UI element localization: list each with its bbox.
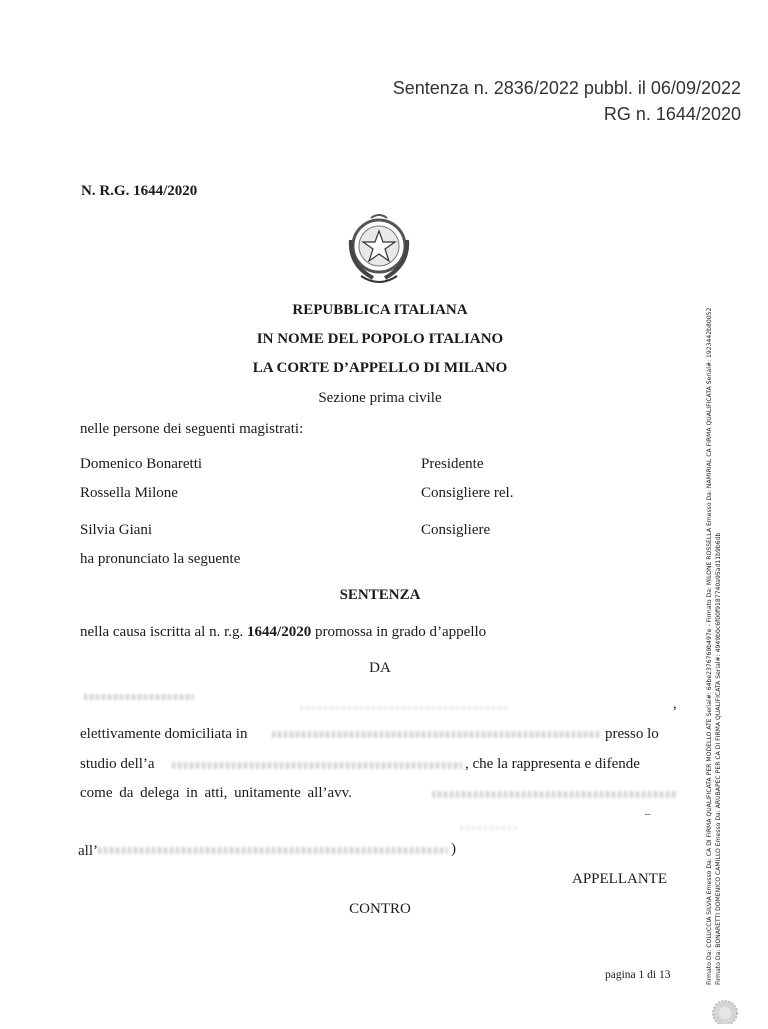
allavv-text: all’	[78, 843, 98, 859]
delega-text: come da delega in atti, unitamente all’avv.	[80, 785, 352, 801]
studio-text-end: , che la rappresenta e difende	[465, 756, 640, 772]
case-suffix: promossa in grado d’appello	[311, 624, 487, 640]
magistrate-name: Rossella Milone	[80, 485, 178, 501]
magistrate-name: Silvia Giani	[80, 522, 153, 538]
section-title: Sezione prima civile	[318, 390, 442, 406]
magistrate-role: Consigliere rel.	[421, 485, 514, 501]
magistrate-name: Domenico Bonaretti	[80, 456, 203, 472]
redacted-text	[98, 847, 448, 854]
domicile-text-end: presso lo	[605, 726, 659, 742]
redacted-text	[432, 791, 678, 798]
magistrates-intro: nelle persone dei seguenti magistrati:	[80, 421, 304, 437]
case-prefix: nella causa iscritta al n. r.g.	[80, 624, 248, 640]
studio-text: studio dell’a	[80, 756, 155, 772]
people-title: IN NOME DEL POPOLO ITALIANO	[256, 331, 504, 347]
redacted-text	[460, 826, 520, 830]
magistrate-role: Consigliere	[421, 522, 491, 538]
case-number: 1644/2020	[247, 624, 312, 640]
dash: –	[645, 808, 651, 820]
court-title: LA CORTE D’APPELLO DI MILANO	[252, 360, 508, 376]
contro-label: CONTRO	[349, 901, 411, 917]
redacted-text	[300, 706, 510, 710]
domicile-text: elettivamente domiciliata in	[80, 726, 248, 742]
sentenza-header: Sentenza n. 2836/2022 pubbl. il 06/09/2022	[392, 78, 741, 98]
sentenza-title: SENTENZA	[339, 587, 421, 603]
redacted-text	[272, 731, 602, 738]
redacted-text	[172, 762, 462, 769]
da-label: DA	[369, 660, 391, 676]
case-number-label: N. R.G. 1644/2020	[81, 183, 198, 199]
comma: ,	[673, 696, 677, 712]
republic-title: REPUBBLICA ITALIANA	[292, 302, 468, 318]
pronounced-line: ha pronunciato la seguente	[80, 551, 241, 567]
signature-line: Firmato Da: COLUCCIA SILVIA Emesso Da: CA DI FIRMA QUALIFICATA PER MODELLO ATE Serial#: 64be2376769b497e - Firmato Da: MILONE ROSSELLA Emesso Da: NAMIRIAL CA FIRMA QUALIFICATA Serial#: 1923442b80052	[706, 307, 713, 985]
page-number: pagina 1 di 13	[605, 969, 671, 981]
rg-header: RG n. 1644/2020	[603, 104, 741, 124]
magistrate-role: Presidente	[421, 456, 484, 472]
case-line	[80, 625, 486, 640]
paren: )	[451, 841, 456, 857]
redacted-text	[84, 694, 194, 700]
appellante-label: APPELLANTE	[572, 871, 667, 887]
emblem-icon	[343, 210, 415, 290]
signature-sidebar	[705, 0, 723, 985]
seal-icon	[710, 998, 740, 1024]
signature-line: Firmato Da: BONARETTI DOMENICO CAMILLO Emesso Da: ARUBAPEC PER CA DI FIRMA QUALIFICATA Serial#: 4949b0c6f00f9187740a95ad11b9b6db	[715, 532, 722, 985]
